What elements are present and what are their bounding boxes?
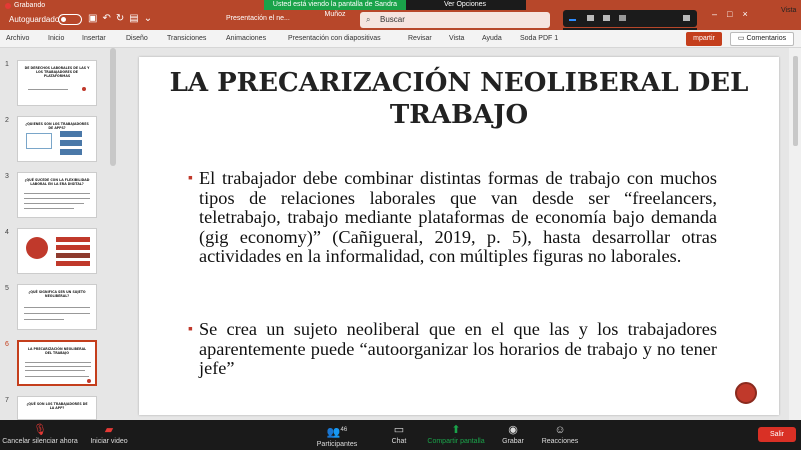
share-button[interactable]: mpartir: [686, 32, 722, 46]
maximize-icon[interactable]: □: [727, 9, 743, 19]
menu-ayuda[interactable]: Ayuda: [482, 35, 502, 42]
reactions-icon: ☺: [554, 424, 566, 436]
menu-revisar[interactable]: Revisar: [408, 35, 432, 42]
thumbnail-text-line: [24, 203, 84, 204]
thumbnail-scrollbar[interactable]: [110, 48, 116, 166]
menu-presentacion[interactable]: Presentación con diapositivas: [288, 35, 381, 42]
thumbnail-circle: [26, 237, 48, 259]
thumbnail-view-icon[interactable]: [603, 15, 610, 21]
slide-thumbnail-4[interactable]: [17, 228, 97, 274]
thumbnail-text-line: [24, 208, 74, 209]
slide-thumbnail-pane: [0, 48, 117, 420]
slide-title: LA PRECARIZACIÓN NEOLIBERAL DEL TRABAJO: [169, 68, 749, 130]
record-label: Grabar: [502, 438, 524, 445]
search-icon: ⌕: [366, 15, 371, 24]
thumbnail-bar: [56, 261, 90, 266]
slide-bullet-1: [188, 168, 717, 267]
redo-icon[interactable]: ↻: [115, 13, 130, 24]
thumbnail-title: ¿QUIENES SON LOS TRABAJADORES DE APPS?: [25, 122, 89, 130]
reactions-label: Reacciones: [541, 438, 579, 445]
unmute-button[interactable]: [0, 420, 80, 450]
slide-logo: [735, 382, 757, 404]
recording-label: Grabando: [14, 2, 46, 9]
menu-diseno[interactable]: Diseño: [126, 35, 148, 42]
record-button[interactable]: [498, 420, 528, 450]
save-icon[interactable]: ▣: [88, 13, 103, 24]
thumbnail-title: DE DERECHOS LABORALES DE LAS Y LOS TRABAJADORES DE PLATAFORMAS: [24, 66, 90, 78]
start-video-button[interactable]: [86, 420, 132, 450]
present-icon[interactable]: ▤: [129, 13, 144, 24]
thumbnail-box: [60, 131, 82, 137]
participants-count: 46: [340, 427, 348, 433]
thumbnail-text-line: [25, 370, 85, 371]
unmute-label: Cancelar silenciar ahora: [2, 438, 78, 445]
chat-icon: ▭: [393, 424, 405, 436]
document-title[interactable]: Presentación el ne...: [226, 15, 290, 22]
slide-thumbnail-1[interactable]: [17, 60, 97, 106]
thumbnail-bar: [56, 237, 90, 242]
current-slide[interactable]: [139, 57, 779, 415]
leave-button[interactable]: Salir: [758, 427, 796, 442]
slide-thumbnail-6-selected[interactable]: [17, 340, 97, 386]
zoom-view-toolbar: [563, 10, 697, 27]
bullet-marker: ▪: [188, 171, 193, 186]
thumbnail-diagram: [26, 133, 52, 149]
thumbnail-text-line: [24, 313, 90, 314]
screen-share-banner: Usted está viendo la pantalla de Sandra Muñoz: [264, 0, 406, 10]
thumbnail-text-line: [24, 319, 64, 320]
thumbnail-text-line: [24, 198, 90, 199]
thumbnail-title: LA PRECARIZACIÓN NEOLIBERAL DEL TRABAJO: [27, 347, 87, 355]
bullet-marker: ▪: [188, 322, 193, 337]
side-by-side-icon[interactable]: [587, 15, 594, 21]
share-screen-button[interactable]: [424, 420, 488, 450]
slide-number: 6: [5, 341, 9, 348]
comments-button[interactable]: [730, 32, 794, 46]
view-options-button[interactable]: Ver Opciones: [406, 0, 526, 10]
thumbnail-logo: [87, 379, 91, 383]
record-icon: ◉: [508, 424, 518, 436]
zoom-control-bar: [0, 420, 801, 450]
menu-animaciones[interactable]: Animaciones: [226, 35, 267, 42]
chat-label: Chat: [391, 438, 407, 445]
autosave-label: Autoguardado: [9, 15, 60, 24]
microphone-muted-icon: 🎙: [33, 424, 47, 436]
speaker-view-icon[interactable]: [569, 19, 576, 21]
vertical-scrollbar[interactable]: [789, 48, 801, 420]
thumbnail-text-line: [28, 89, 68, 90]
slide-thumbnail-2[interactable]: [17, 116, 97, 162]
vista-label[interactable]: Vista: [781, 7, 797, 14]
search-placeholder: Buscar: [380, 15, 405, 24]
reactions-button[interactable]: [538, 420, 582, 450]
thumbnail-title: ¿QUÉ SIGNIFICA SER UN SUJETO NEOLIBERAL?: [28, 290, 86, 298]
thumbnail-title: ¿QUÉ SON LOS TRABAJADORES DE LA APP?: [26, 402, 88, 410]
share-screen-icon: ⬆: [451, 424, 461, 436]
chat-button[interactable]: [384, 420, 414, 450]
share-screen-label: Compartir pantalla: [427, 438, 485, 445]
slide-number: 1: [5, 61, 9, 68]
slide-number: 4: [5, 229, 9, 236]
thumbnail-bar: [56, 253, 90, 258]
participants-label: Participantes: [316, 440, 358, 448]
chevron-down-icon[interactable]: ⌄: [143, 13, 158, 24]
menu-insertar[interactable]: Insertar: [82, 35, 106, 42]
scrollbar-thumb[interactable]: [793, 56, 798, 146]
bullet-text: El trabajador debe combinar distintas formas de trabajo con muchos tipos de relaciones laborales que van desde ser “freelancers, teletrabajo, trabajo mediante plataformas de economía bajo demanda (gig economy)” (Cañigueral, 2019, p. 5), hasta desarrollar otras actividades en la informalidad, con múltiples figuras no laborales.: [199, 168, 717, 266]
bullet-text: Se crea un sujeto neoliberal que en el que las y los trabajadores aparentemente puede “autoorganizar los horarios de trabajo y no tener jefe”: [199, 319, 717, 378]
fullscreen-icon[interactable]: [683, 15, 690, 21]
menu-transiciones[interactable]: Transiciones: [167, 35, 207, 42]
close-icon[interactable]: ×: [742, 9, 758, 19]
comment-icon: ▭: [737, 35, 747, 42]
thumbnail-box: [60, 140, 82, 146]
menu-vista[interactable]: Vista: [449, 35, 465, 42]
recording-icon: [5, 3, 11, 9]
autosave-toggle[interactable]: [58, 14, 82, 25]
search-input[interactable]: [360, 12, 550, 28]
thumbnail-box: [60, 149, 82, 155]
slide-number: 2: [5, 117, 9, 124]
grid-view-icon[interactable]: [619, 15, 626, 21]
slide-thumbnail-7[interactable]: [17, 396, 97, 420]
video-off-icon: ▰: [104, 424, 114, 436]
thumbnail-text-line: [24, 193, 90, 194]
thumbnail-text-line: [25, 376, 89, 377]
menu-archivo[interactable]: Archivo: [6, 35, 30, 42]
thumbnail-text-line: [24, 307, 90, 308]
slide-number: 7: [5, 397, 9, 404]
minimize-icon[interactable]: –: [712, 9, 728, 19]
thumbnail-logo: [82, 87, 86, 91]
menu-bar: [0, 30, 801, 48]
start-video-label: Iniciar video: [90, 438, 128, 445]
thumbnail-title: ¿QUÉ SUCEDE CON LA FLEXIBILIDAD LABORAL EN LA ERA DIGITAL?: [24, 178, 90, 186]
slide-bullet-2: [188, 319, 717, 379]
slide-thumbnail-3[interactable]: [17, 172, 97, 218]
window-controls: [712, 9, 758, 19]
thumbnail-text-line: [25, 362, 91, 363]
thumbnail-text-line: [25, 366, 91, 367]
menu-soda-pdf[interactable]: Soda PDF 1: [520, 35, 559, 42]
slide-thumbnail-5[interactable]: [17, 284, 97, 330]
participants-button[interactable]: [312, 420, 362, 450]
comments-label: Comentarios: [746, 35, 787, 42]
thumbnail-bar: [56, 245, 90, 250]
undo-icon[interactable]: ↶: [102, 13, 116, 24]
participants-icon: 👥$^{46}$: [326, 426, 348, 439]
slide-number: 5: [5, 285, 9, 292]
slide-number: 3: [5, 173, 9, 180]
menu-inicio[interactable]: Inicio: [48, 35, 65, 42]
quick-access-toolbar: [88, 13, 157, 24]
